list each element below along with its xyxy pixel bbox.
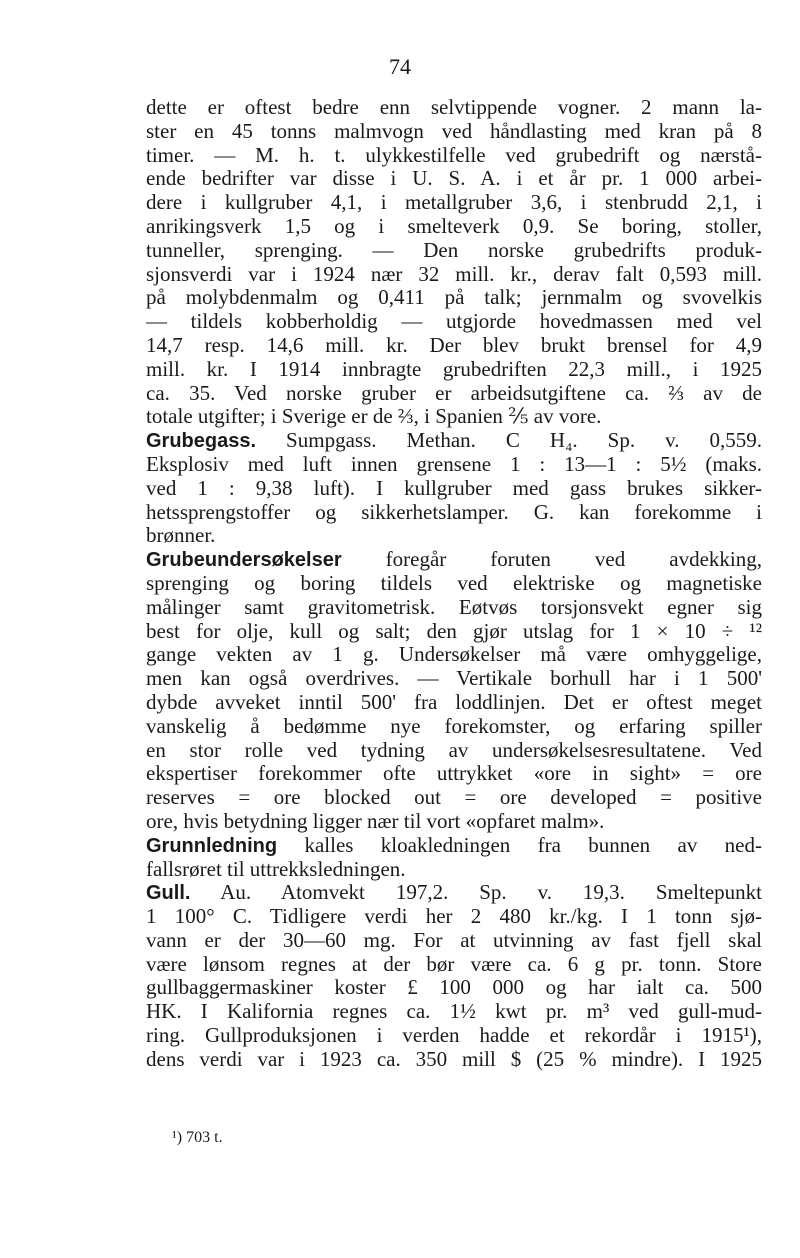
line-text: dybde avveket inntil 500' fra loddlinjen. Det er oftest meget [146, 690, 762, 714]
line-text: dens verdi var i 1923 ca. 350 mill $ (25 % mindre). I 1925 [146, 1047, 762, 1071]
text-line [146, 120, 762, 144]
line-text: ende bedrifter var disse i U. S. A. i et år pr. 1 000 arbei- [146, 167, 762, 191]
line-text: — tildels kobberholdig — utgjorde hovedmassen med vel [146, 310, 762, 334]
text-line [146, 643, 762, 667]
text-line [146, 905, 762, 929]
line-text: dette er oftest bedre enn selvtippende vogner. 2 mann la- [146, 96, 762, 119]
text-line [146, 953, 762, 977]
text-line [146, 310, 762, 334]
text-line [146, 358, 762, 382]
text-line [146, 429, 762, 453]
line-text: HK. I Kalifornia regnes ca. 1½ kwt pr. m³ ved gull-mud- [146, 1000, 762, 1024]
line-text: tunneller, sprenging. — Den norske grubedrifts produk- [146, 238, 762, 262]
text-line [146, 548, 762, 572]
line-text: totale utgifter; i Sverige er de ⅔, i Spanien ⅖ av vore. [146, 405, 602, 429]
line-text: målinger samt gravitometrisk. Eøtvøs torsjonsvekt egner sig [146, 595, 762, 619]
line-text: best for olje, kull og salt; den gjør utslag for 1 × 10 ÷ ¹² [146, 619, 762, 643]
text-line [146, 96, 762, 120]
text-line [146, 715, 762, 739]
text-line [146, 976, 762, 1000]
body-text [146, 96, 762, 1072]
line-text: på molybdenmalm og 0,411 på talk; jernmalm og svovelkis [146, 286, 762, 310]
line-text: mill. kr. I 1914 innbragte grubedriften 22,3 mill., i 1925 [146, 357, 762, 381]
line-text: kalles kloakledningen fra bunnen av ned- [277, 833, 762, 857]
line-text: sjonsverdi var i 1924 nær 32 mill. kr., derav falt 0,593 mill. [146, 262, 762, 286]
text-line [146, 1048, 762, 1072]
text-line [146, 524, 762, 548]
line-text: vann er der 30—60 mg. For at utvinning av fast fjell skal [146, 928, 762, 952]
text-line [146, 596, 762, 620]
line-text: være lønsom regnes at der bør være ca. 6 g pr. tonn. Store [146, 952, 762, 976]
line-text: ster en 45 tonns malmvogn ved håndlasting med kran på 8 [146, 119, 762, 143]
text-line [146, 334, 762, 358]
line-text: 14,7 resp. 14,6 mill. kr. Der blev brukt brensel for 4,9 [146, 333, 762, 357]
text-line [146, 786, 762, 810]
text-line [146, 215, 762, 239]
text-line [146, 191, 762, 215]
line-text: anrikingsverk 1,5 og i smelteverk 0,9. Se boring, stoller, [146, 214, 762, 238]
line-text: gullbaggermaskiner koster £ 100 000 og har ialt ca. 500 [146, 976, 762, 1000]
line-text: sprenging og boring tildels ved elektriske og magnetiske [146, 571, 762, 595]
text-line [146, 144, 762, 168]
text-line [146, 810, 762, 834]
footnote: ¹) 703 t. [172, 1129, 223, 1146]
line-text: fallsrøret til uttrekksledningen. [146, 857, 406, 881]
text-line [146, 929, 762, 953]
line-text: Sumpgass. Methan. C H₄. Sp. v. 0,559. [256, 429, 762, 453]
line-text: ved 1 : 9,38 luft). I kullgruber med gass brukes sikker- [146, 476, 762, 500]
page-number: 74 [389, 54, 411, 79]
entry-term: Grubeundersøkelser [146, 549, 342, 572]
text-line [146, 167, 762, 191]
line-text: 1 100° C. Tidligere verdi her 2 480 kr./kg. I 1 tonn sjø- [146, 905, 762, 929]
line-text: foregår foruten ved avdekking, [341, 548, 762, 572]
line-text: Eksplosiv med luft innen grensene 1 : 13—1 : 5½ (maks. [146, 452, 762, 476]
text-line [146, 881, 762, 905]
text-line [146, 691, 762, 715]
text-line [146, 739, 762, 763]
text-line [146, 239, 762, 263]
text-line [146, 620, 762, 644]
text-line [146, 382, 762, 406]
text-line [146, 405, 762, 429]
line-text: ore, hvis betydning ligger nær til vort «opfaret malm». [146, 809, 605, 833]
line-text: men kan også overdrives. — Vertikale borhull har i 1 500' [146, 667, 762, 691]
line-text: en stor rolle ved tydning av undersøkelsesresultatene. Ved [146, 738, 762, 762]
text-line [146, 477, 762, 501]
line-text: Au. Atomvekt 197,2. Sp. v. 19,3. Smeltepunkt [190, 881, 762, 905]
text-line [146, 501, 762, 525]
line-text: ekspertiser forekommer ofte uttrykket «ore in sight» = ore [146, 762, 762, 786]
line-text: brønner. [146, 524, 216, 548]
line-text: timer. — M. h. t. ulykkestilfelle ved grubedrift og nærstå- [146, 143, 762, 167]
entry-term: Gull. [146, 882, 191, 905]
text-line [146, 453, 762, 477]
text-line [146, 762, 762, 786]
line-text: vanskelig å bedømme nye forekomster, og erfaring spiller [146, 714, 762, 738]
line-text: ca. 35. Ved norske gruber er arbeidsutgiftene ca. ⅔ av de [146, 381, 762, 405]
line-text: reserves = ore blocked out = ore developed = positive [146, 786, 762, 810]
text-line [146, 572, 762, 596]
text-line [146, 1024, 762, 1048]
text-line [146, 834, 762, 858]
text-line [146, 667, 762, 691]
text-line [146, 1000, 762, 1024]
text-line [146, 263, 762, 287]
line-text: dere i kullgruber 4,1, i metallgruber 3,6, i stenbrudd 2,1, i [146, 191, 762, 215]
text-line [146, 858, 762, 882]
entry-term: Grubegass. [146, 430, 257, 453]
line-text: gange vekten av 1 g. Undersøkelser må være omhyggelige, [146, 643, 762, 667]
line-text: hetssprengstoffer og sikkerhetslamper. G. kan forekomme i [146, 500, 762, 524]
line-text: ring. Gullproduksjonen i verden hadde et rekordår i 1915¹), [146, 1024, 762, 1048]
text-line [146, 286, 762, 310]
entry-term: Grunnledning [146, 834, 278, 857]
